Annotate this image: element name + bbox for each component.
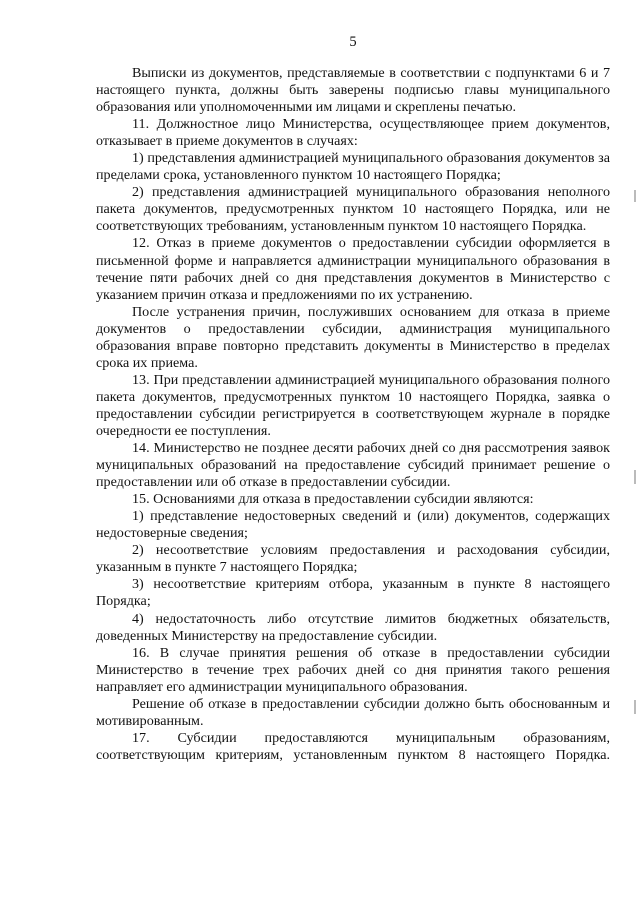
paragraph-11-case-1: 1) представления администрацией муниципального образования документов за пределами срока, установленного пунктом 10 настоящего Порядка; (96, 150, 610, 184)
paragraph-15-ground-1: 1) представление недостоверных сведений и (или) документов, содержащих недостоверные сведения; (96, 508, 610, 542)
paragraph-12-refusal-form: 12. Отказ в приеме документов о предоставлении субсидии оформляется в письменной форме и направляется администрации муниципального образования в течение пяти рабочих дней со дня представления документов в Министерство с указанием причин отказа и предложениями по их устранению. (96, 235, 610, 303)
paragraph-15-ground-3: 3) несоответствие критериям отбора, указанным в пункте 8 настоящего Порядка; (96, 576, 610, 610)
paragraph-15-ground-2: 2) несоответствие условиям предоставления и расходования субсидии, указанным в пункте 7 настоящего Порядка; (96, 542, 610, 576)
scan-edge-mark (634, 190, 636, 202)
paragraph-11-case-2: 2) представления администрацией муниципального образования неполного пакета документов, предусмотренных пунктом 10 настоящего Порядка, или не соответствующих требованиям, установленным пунктом 10 настоящего Порядка. (96, 184, 610, 235)
scan-edge-mark (634, 700, 636, 714)
page-number: 5 (349, 34, 357, 50)
paragraph-15-ground-4: 4) недостаточность либо отсутствие лимитов бюджетных обязательств, доведенных Министерству на предоставление субсидии. (96, 610, 610, 644)
scan-edge-mark (634, 470, 636, 484)
paragraph-11-refusal-cases: 11. Должностное лицо Министерства, осуществляющее прием документов, отказывает в приеме документов в случаях: (96, 116, 610, 150)
paragraph-14-decision: 14. Министерство не позднее десяти рабочих дней со дня рассмотрения заявок муниципальных образований на предоставление субсидий принимает решение о предоставлении или об отказе в предоставлении субсидии. (96, 440, 610, 491)
paragraph-extracts-certification: Выписки из документов, представляемые в соответствии с подпунктами 6 и 7 настоящего пункта, должны быть заверены подписью главы муниципального образования или уполномоченными им лицами и скреплены печатью. (96, 65, 610, 116)
paragraph-12-resubmission: После устранения причин, послуживших основанием для отказа в приеме документов о предоставлении субсидии, администрация муниципального образования вправе повторно представить документы в Министерство в пределах срока их приема. (96, 303, 610, 371)
paragraph-13-registration: 13. При представлении администрацией муниципального образования полного пакета документов, предусмотренных пунктом 10 настоящего Порядка, заявка о предоставлении субсидии регистрируется в соответствующем журнале в порядке очередности ее поступления. (96, 371, 610, 439)
paragraph-16-notification: 16. В случае принятия решения об отказе в предоставлении субсидии Министерство в течение трех рабочих дней со дня принятия такого решения направляет его администрации муниципального образования. (96, 644, 610, 695)
paragraph-16-justification: Решение об отказе в предоставлении субсидии должно быть обоснованным и мотивированным. (96, 695, 610, 729)
paragraph-15-grounds: 15. Основаниями для отказа в предоставлении субсидии являются: (132, 491, 534, 508)
paragraph-17-subsidies: 17. Субсидии предоставляются муниципальным образованиям, соответствующим критериям, установленным пунктом 8 настоящего Порядка. (96, 729, 610, 763)
